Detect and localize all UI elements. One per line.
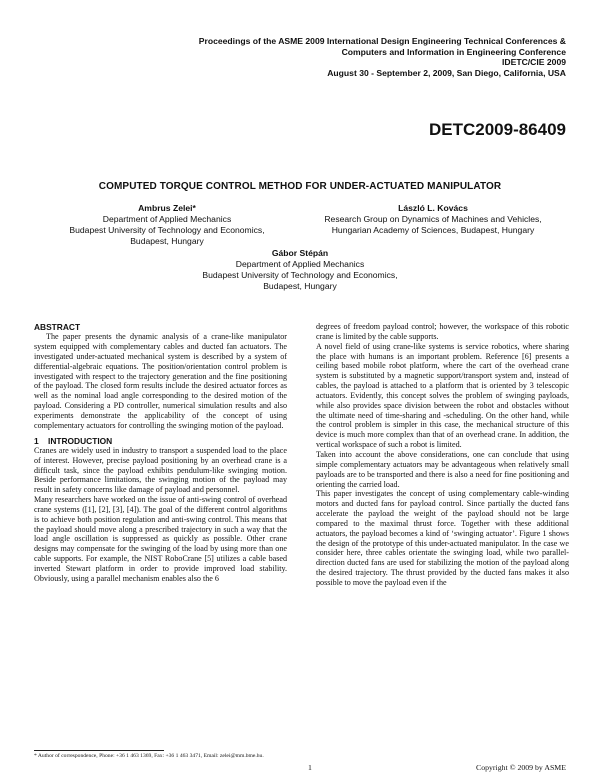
body-paragraph: degrees of freedom payload control; however, the workspace of this robotic crane is limited by the cable supports. <box>316 322 569 341</box>
paper-id: DETC2009-86409 <box>428 120 566 139</box>
proceedings-line: IDETC/CIE 2009 <box>502 57 566 68</box>
body-paragraph: Many researchers have worked on the issue of anti-swing control of overhead crane systems ([1], [2], [3], [4]). The goal of the different control algorithms is to achieve both position regulation and anti-swing control. This means that the payload should move along a prescribed trajectory in such a way that the load angle oscillation is suppressed as quickly as possible. Other crane designs may compensate for the swinging of the load by using more than one cable supports. For example, the NIST RoboCrane [5] utilizes a cable based inverted Stewart platform in order to provide improved load stability. Obviously, using a parallel mechanism enables also the 6 <box>34 495 287 583</box>
section-heading <box>34 436 287 446</box>
abstract-heading: ABSTRACT <box>34 322 81 332</box>
author-affiliation-line: Budapest University of Technology and Economics, <box>69 225 265 235</box>
author-block <box>296 203 570 236</box>
abstract-text: The paper presents the dynamic analysis of a crane-like manipulator system equipped with complementary cables and ducted fan actuators. The investigated under-actuated mechanical system is described by a system of differential-algebraic equations. The position/orientation control problem is investigated with respect to the trajectory generation and the fine positioning of the payload. The closed form results include the desired actuator forces as well as the nominal load angle corresponding to the desired motion of the payload. Considering a PD controller, numerical simulation results and also experiments demonstrate the applicability of the concept of using complementary actuators for controlling the swinging motion of the payload. <box>34 332 287 430</box>
author-block <box>34 203 300 247</box>
right-column <box>316 322 569 588</box>
page-number: 1 <box>308 763 312 772</box>
body-paragraph: Cranes are widely used in industry to transport a suspended load to the place of interest. However, precise payload positioning by an overhead crane is a difficult task, since the payload exhibits pendulum-like swinging motion. Beside performance limitations, the swinging motion of the payload may result in safety concerns like damage of payload and personnel. <box>34 445 287 495</box>
left-column <box>34 322 287 584</box>
author-affiliation-line: Department of Applied Mechanics <box>235 259 365 269</box>
author-affiliation-line: Budapest University of Technology and Economics, <box>202 270 398 280</box>
body-paragraph: This paper investigates the concept of using complementary cable-winding motors and ducted fans for payload control. Since partially the ducted fans accelerate the payload the weight of the payload should not be large compared to the maximal thrust force. Together with these additional actuators, the payload becomes a kind of ‘swinging actuator’. Figure 1 shows the design of the prototype of this under-actuated manipulator. In the case we consider here, three cables orientate the swinging load, while two parallel-direction ducted fans are used for stabilizing the motion of the payload along the desired trajectory. The thrust provided by the ducted fans makes it also possible to move the payload even if the <box>316 489 569 587</box>
proceedings-header <box>46 36 566 78</box>
section-title: INTRODUCTION <box>48 435 113 446</box>
author-affiliation-line: Hungarian Academy of Sciences, Budapest, Hungary <box>331 225 535 235</box>
author-affiliation-line: Research Group on Dynamics of Machines and Vehicles, <box>324 214 542 224</box>
author-block <box>150 248 450 292</box>
copyright-notice: Copyright © 2009 by ASME <box>476 763 566 772</box>
author-affiliation-line: Budapest, Hungary <box>263 281 337 291</box>
paper-title: COMPUTED TORQUE CONTROL METHOD FOR UNDER-ACTUATED MANIPULATOR <box>98 181 502 192</box>
proceedings-line: Proceedings of the ASME 2009 International Design Engineering Technical Conferences & <box>198 36 566 46</box>
footnote-rule <box>34 750 164 751</box>
author-affiliation-line: Department of Applied Mechanics <box>102 214 232 224</box>
section-number: 1 <box>34 435 39 446</box>
proceedings-line: Computers and Information in Engineering Conference <box>341 46 566 57</box>
author-name: Ambrus Zelei* <box>138 203 196 213</box>
footnote: * Author of correspondence, Phone: +36 1 463 1369, Fax: +36 1 463 3471, Email: zelei@mm.bme.hu. <box>34 753 264 759</box>
body-paragraph: A novel field of using crane-like systems is service robotics, where sharing the place with humans is an important problem. Reference [6] presents a ceiling based mobile robot platform, where the cart of the overhead crane system is substituted by a magnetic support/transport system and, instead of cables, the payload is attached to a platform that is oriented by 3 telescopic actuators. Evidently, this concept solves the problem of swinging payloads, while also provides space division between the robot and obstacles without the ultimate need of time-sharing and -scheduling. On the other hand, while the control problem is simpler in this case, the mechanical structure of this device is much more complex than that of an overhead crane. In addition, the vertical workspace of such a robot is limited. <box>316 341 569 450</box>
body-paragraph: Taken into account the above considerations, one can conclude that using simple complementary actuators may be advantageous when relatively small payloads are to be transported and there is also a need for fine positioning and orienting the carried load. <box>316 449 569 489</box>
author-name: László L. Kovács <box>398 203 468 213</box>
author-name: Gábor Stépán <box>271 248 329 258</box>
proceedings-line: August 30 - September 2, 2009, San Diego, California, USA <box>327 67 566 78</box>
author-affiliation-line: Budapest, Hungary <box>130 236 204 246</box>
